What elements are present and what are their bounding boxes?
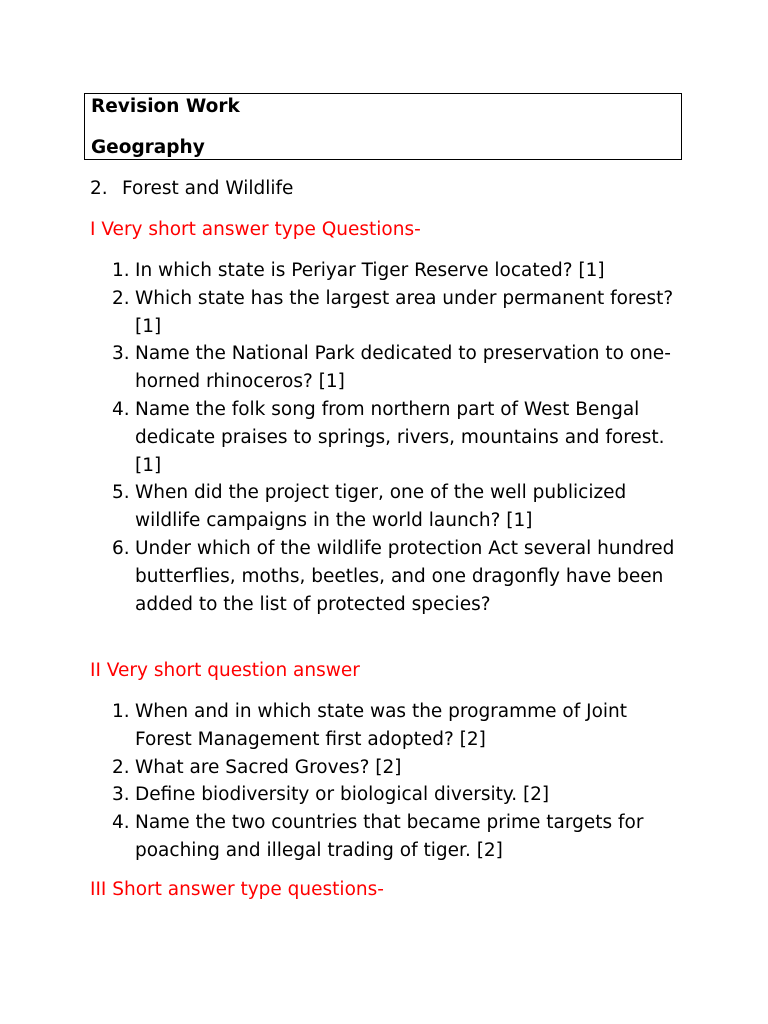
question-number: 4. [112,812,130,834]
question-text: Define biodiversity or biological diversity. [2] [135,784,550,806]
question-text: Under which of the wildlife protection Act several hundred butterflies, moths, beetles, and one dragonfly have been added to the list of protected species? [135,537,675,615]
question-text: Which state has the largest area under permanent forest? [1] [135,287,674,337]
subject-title: Geography [91,137,205,158]
question-text: In which state is Periyar Tiger Reserve located? [1] [135,260,605,281]
section-heading-1: I Very short answer type Questions- [90,219,421,240]
list-item [90,257,680,285]
list-item [90,340,680,396]
question-text: When did the project tiger, one of the well publicized wildlife campaigns in the world launch? [1] [135,482,627,532]
question-number: 4. [112,398,130,420]
question-number: 3. [112,343,130,365]
list-item [90,781,680,809]
question-text: Name the folk song from northern part of West Bengal dedicate praises to springs, rivers, mountains and forest. [1] [135,398,665,476]
list-item [90,479,680,535]
question-number: 3. [112,784,130,806]
question-number: 1. [112,260,130,281]
list-item [90,809,680,865]
question-text: Name the two countries that became prime targets for poaching and illegal trading of tiger. [2] [135,812,644,861]
list-item [90,754,680,782]
section-heading-2: II Very short question answer [90,660,360,681]
list-item [90,396,680,479]
chapter-heading [90,178,293,200]
section-heading-3: III Short answer type questions- [90,879,384,900]
question-number: 6. [112,537,130,559]
question-text: What are Sacred Groves? [2] [135,756,402,778]
title-box [84,93,682,160]
question-number: 2. [112,756,130,778]
question-text: When and in which state was the programme of Joint Forest Management first adopted? [2] [135,701,628,750]
document-title: Revision Work [91,96,240,117]
chapter-number: 2. [90,178,108,199]
question-number: 1. [112,701,130,722]
question-list-1 [90,257,680,618]
question-list-2 [90,698,680,865]
list-item [90,535,680,618]
list-item [90,285,680,341]
question-text: Name the National Park dedicated to preservation to one-horned rhinoceros? [1] [135,343,671,393]
chapter-title: Forest and Wildlife [122,178,294,199]
question-number: 5. [112,482,130,504]
list-item [90,698,680,754]
question-number: 2. [112,287,130,309]
